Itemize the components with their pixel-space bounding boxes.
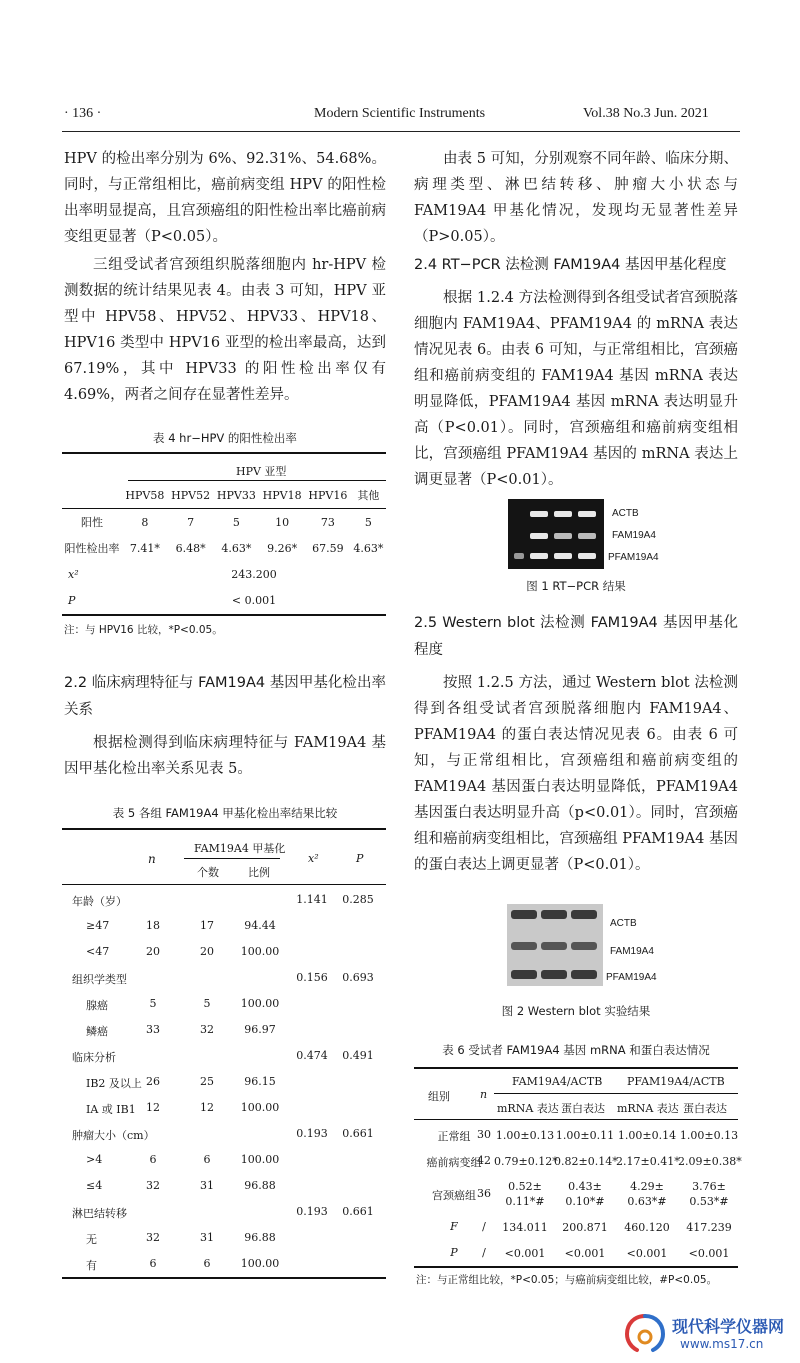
table-row [62,1147,386,1173]
cell: 96.15 [244,1075,276,1088]
cell: 0.661 [342,1205,374,1218]
cell: / [482,1220,486,1233]
table4-top-rule [62,452,386,454]
gel-label: PFAM19A4 [608,552,659,563]
row-label: 肿瘤大小（cm） [72,1129,155,1142]
cell: 0.661 [342,1127,374,1140]
cell: 0.491 [342,1049,374,1062]
table-row [62,1121,386,1147]
table6-note: 注：与正常组比较，*P<0.05；与癌前病变组比较，#P<0.05。 [416,1274,718,1286]
row-label: P [450,1246,458,1259]
table5-top-rule [62,828,386,830]
table6-header-rule [414,1119,738,1120]
row-label: 淋巴结转移 [72,1207,127,1220]
table5-bottom-rule [62,1277,386,1279]
blot-label: ACTB [610,918,637,929]
table4-group-header: HPV 亚型 [236,465,287,478]
table-row [414,1148,742,1174]
table4 [62,482,386,613]
cell: 5 [364,515,372,529]
table6-n-header: n [480,1088,488,1101]
table-row [414,1122,738,1148]
cell: 94.44 [244,919,276,932]
paragraph: 由表 5 可知，分别观察不同年龄、临床分期、病理类型、淋巴结转移、肿瘤大小状态与 FAM19A4 甲基化情况，发现均无显著性差异（P>0.05）。 [414,151,738,245]
table4-note: 注：与 HPV16 比较，*P<0.05。 [64,624,223,636]
table-row [62,991,386,1017]
cell: 0.285 [342,893,374,906]
row-label: <47 [86,945,110,958]
table4-col: HPV16 [308,488,348,502]
row-label: 鳞癌 [86,1025,108,1038]
figure1-caption: 图 1 RT−PCR 结果 [526,579,626,593]
cell: 6 [149,1257,157,1270]
cell: 460.120 [624,1221,670,1234]
cell: 20 [146,945,160,958]
cell: 96.97 [244,1023,276,1036]
left-column [64,146,386,408]
table4-col: 其他 [357,489,380,502]
cell: 6 [203,1257,211,1270]
gel-label: ACTB [612,508,639,519]
table4-header-row [62,482,386,509]
row-label: F [450,1220,458,1233]
cell: 6 [203,1153,211,1166]
table-row [62,509,386,536]
cell: <0.001 [626,1247,668,1260]
cell: 12 [146,1101,160,1114]
cell: 0.193 [296,1127,328,1140]
table4-col: HPV33 [216,488,256,502]
blot-label: PFAM19A4 [606,972,657,983]
table4-group-rule [128,480,386,481]
cell: < 0.001 [231,593,277,607]
table6-bottom-rule [414,1266,738,1268]
table-row [414,1240,738,1266]
table-row [62,939,386,965]
cell: 33 [146,1023,160,1036]
cell: 5 [232,515,240,529]
table-row [62,1043,386,1069]
row-label: 有 [86,1259,97,1272]
table-row [62,587,386,613]
cell: 100.00 [240,945,280,958]
cell: 1.00±0.13 [679,1129,739,1142]
cell: 8 [141,515,149,529]
cell: 10 [275,515,290,529]
cell: 12 [200,1101,214,1114]
row-label: IA 或 IB1 [86,1103,136,1116]
table-row [62,1225,386,1251]
left-section-22 [64,670,386,782]
cell: 31 [200,1179,214,1192]
table-row [62,1199,386,1225]
row-label: 年龄（岁） [72,895,127,908]
watermark-name: 现代科学仪器网 [672,1317,785,1336]
page-number: · 136 · [64,106,102,121]
row-label: x² [68,567,79,581]
table5-chi-header: x² [308,852,319,865]
section-heading: 2.2 临床病理特征与 FAM19A4 基因甲基化检出率关系 [64,675,386,718]
table-row [62,1069,386,1095]
row-label: 癌前病变组 [426,1156,482,1169]
cell: 5 [203,997,211,1010]
row-label: ≤4 [86,1179,103,1192]
cell: 417.239 [686,1221,732,1234]
cell: 4.29± 0.63*# [627,1180,667,1208]
table-row [62,1095,386,1121]
table6-caption: 表 6 受试者 FAM19A4 基因 mRNA 和蛋白表达情况 [442,1043,710,1057]
table-row [62,887,386,913]
table4-col: HPV58 [125,488,165,502]
table5-group-rule [184,858,280,859]
cell: 3.76± 0.53*# [689,1180,729,1208]
table4-caption: 表 4 hr−HPV 的阳性检出率 [153,431,297,445]
section-heading: 2.5 Western blot 法检测 FAM19A4 基因甲基化程度 [414,615,738,658]
cell: 100.00 [240,1153,280,1166]
cell: 1.141 [296,893,328,906]
table4-bottom-rule [62,614,386,616]
cell: 0.693 [342,971,374,984]
issue-info: Vol.38 No.3 Jun. 2021 [583,106,709,121]
table5-body [62,887,386,1277]
table-row [414,1214,738,1240]
cell: 5 [149,997,157,1010]
table6-protein-header: 蛋白表达 [683,1102,727,1115]
header-rule [62,131,740,132]
table4-col: HPV18 [262,488,302,502]
table-row [62,1251,386,1277]
cell: 2.09±0.38* [678,1155,742,1168]
table-row [62,965,386,991]
cell: 73 [320,515,335,529]
table-row [62,1017,386,1043]
gel-label: FAM19A4 [612,530,656,541]
cell: 0.474 [296,1049,328,1062]
cell: 4.63* [353,541,384,555]
cell: 17 [200,919,214,932]
cell: 30 [477,1128,491,1141]
cell: 18 [146,919,160,932]
table6-body [414,1122,742,1266]
row-label: 临床分析 [72,1051,116,1064]
cell: 6 [149,1153,157,1166]
cell: 31 [200,1231,214,1244]
right-section-25 [414,610,738,878]
table4-col: HPV52 [171,488,211,502]
table5-p-header: P [356,852,364,865]
right-column [414,146,738,493]
blot-label: FAM19A4 [610,946,654,957]
cell: 0.52± 0.11*# [505,1180,545,1208]
row-label: 阳性检出率 [64,542,120,555]
row-label: 宫颈癌组 [432,1189,476,1202]
cell: 200.871 [562,1221,608,1234]
paragraph: 根据 1.2.4 方法检测得到各组受试者宫颈脱落细胞内 FAM19A4、PFAM19A4 的 mRNA 表达情况见表 6。由表 6 可知，与正常组相比，宫颈癌组和癌前病变组的 FAM19A4 基因 mRNA 表达明显降低，PFAM19A4 基因 mRNA 表达明显升高（P<0.01）。同时，宫颈癌组和癌前病变组相比，宫颈癌组 PFAM19A4 基因的 mRNA 表达上调更显著（P<0.01）。 [414,290,738,488]
row-label: 组织学类型 [72,973,127,986]
cell: 1.00±0.14 [617,1129,677,1142]
cell: 100.00 [240,997,280,1010]
table6-pfam-header: PFAM19A4/ACTB [627,1075,725,1088]
cell: 25 [200,1075,214,1088]
cell: 20 [200,945,214,958]
cell: 1.00±0.11 [555,1129,615,1142]
cell: 67.59 [312,541,344,555]
cell: 100.00 [240,1101,280,1114]
cell: <0.001 [504,1247,546,1260]
cell: 0.79±0.12* [494,1155,558,1168]
paragraph: HPV 的检出率分别为 6%、92.31%、54.68%。同时，与正常组相比，癌前病变组 HPV 的阳性检出率明显提高，且宫颈癌组的阳性检出率比癌前病变组更显著（P<0.05）。 [64,151,386,245]
paragraph: 三组受试者宫颈组织脱落细胞内 hr-HPV 检测数据的统计结果见表 4。由表 3 可知，HPV 亚型中 HPV58、HPV52、HPV33、HPV18、HPV16 类型中 HPV16 亚型的检出率最高，达到 67.19%，其中 HPV33 的阳性检出率仅有 4.69%，两者之间存在显著性差异。 [64,257,386,403]
row-label: 正常组 [437,1130,471,1143]
cell: 32 [146,1231,160,1244]
table5-ratio-header: 比例 [248,866,270,879]
cell: 134.011 [502,1221,548,1234]
cell: <0.001 [564,1247,606,1260]
cell: 2.17±0.41* [616,1155,680,1168]
table5-count-header: 个数 [197,866,219,879]
cell: 0.193 [296,1205,328,1218]
cell: 36 [477,1187,491,1200]
row-label: IB2 及以上 [86,1077,142,1090]
cell: 26 [146,1075,160,1088]
table6-group-rule [494,1093,738,1094]
table5-n-header: n [148,852,156,866]
table6-protein-header: 蛋白表达 [561,1102,605,1115]
row-label: 阳性 [81,516,103,529]
figure2-caption: 图 2 Western blot 实验结果 [501,1004,651,1018]
cell: 0.82±0.14* [554,1155,618,1168]
row-label: >4 [86,1153,103,1166]
cell: 0.43± 0.10*# [565,1180,605,1208]
row-label: P [68,593,76,607]
table6-mrna-header: mRNA 表达 [617,1102,679,1115]
table6-fam-header: FAM19A4/ACTB [512,1075,603,1088]
cell: 6.48* [175,541,206,555]
table5-group-header: FAM19A4 甲基化 [194,842,286,855]
table-row [62,1173,386,1199]
cell: 7 [187,515,195,529]
watermark-logo-icon [624,1313,666,1355]
table6-top-rule [414,1067,738,1069]
cell: <0.001 [688,1247,730,1260]
cell: 0.156 [296,971,328,984]
section-heading: 2.4 RT−PCR 法检测 FAM19A4 基因甲基化程度 [414,257,727,273]
table-row [62,561,386,587]
cell: 1.00±0.13 [495,1129,555,1142]
cell: 96.88 [244,1231,276,1244]
row-label: 无 [86,1233,97,1246]
journal-name: Modern Scientific Instruments [314,106,486,121]
table6-group-header: 组别 [428,1090,450,1103]
cell: 100.00 [240,1257,280,1270]
row-label: 腺癌 [86,999,108,1012]
western-blot-image [507,904,603,986]
cell: 32 [200,1023,214,1036]
rt-pcr-gel-image [508,499,604,569]
watermark-url: www.ms17.cn [680,1337,764,1351]
row-label: ≥47 [86,919,110,932]
cell: / [482,1246,486,1259]
cell: 9.26* [267,541,298,555]
table5-caption: 表 5 各组 FAM19A4 甲基化检出率结果比较 [112,806,338,820]
table-row [414,1174,738,1214]
paragraph: 根据检测得到临床病理特征与 FAM19A4 基因甲基化检出率关系见表 5。 [64,735,386,777]
paragraph: 按照 1.2.5 方法，通过 Western blot 法检测得到各组受试者宫颈脱落细胞内 FAM19A4、PFAM19A4 的蛋白表达情况见表 6。由表 6 可知，与正常组相比，宫颈癌组和癌前病变组的 FAM19A4 基因蛋白表达明显降低，PFAM19A4 基因蛋白表达明显升高（p<0.01）。同时，宫颈癌组和癌前病变组相比，宫颈癌组 PFAM19A4 基因的蛋白表达上调更显著（P<0.01）。 [414,675,738,873]
cell: 4.63* [221,541,252,555]
table-row [62,535,386,561]
table-row [62,913,386,939]
cell: 243.200 [231,567,277,581]
cell: 7.41* [129,541,160,555]
cell: 32 [146,1179,160,1192]
table5-header-rule [62,884,386,885]
cell: 42 [477,1154,491,1167]
table6-mrna-header: mRNA 表达 [497,1102,559,1115]
cell: 96.88 [244,1179,276,1192]
